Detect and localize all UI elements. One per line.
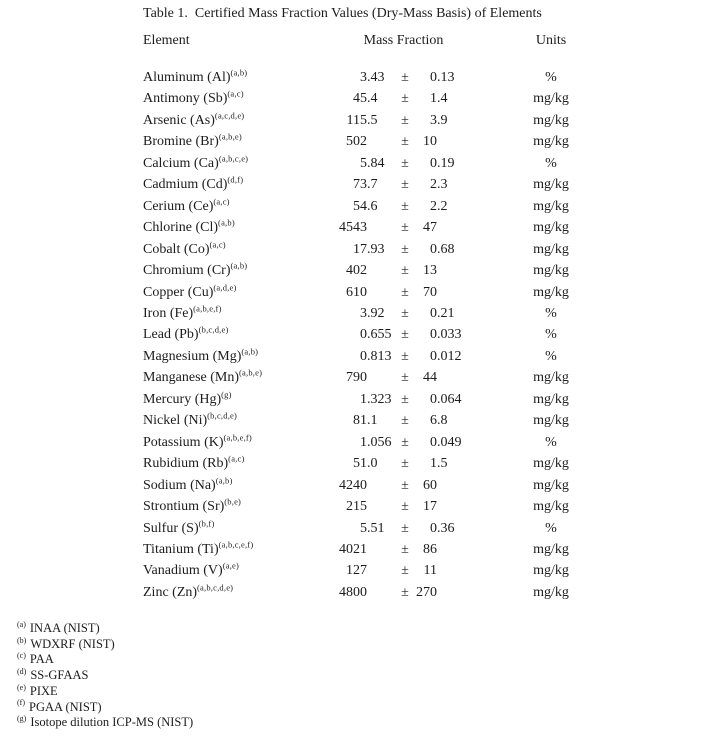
uncertainty-fraction-part xyxy=(437,282,469,303)
uncertainty-fraction-part xyxy=(437,496,469,517)
units-value: % xyxy=(545,305,557,321)
footnote-text: PAA xyxy=(29,652,54,667)
plus-minus-symbol: ± xyxy=(401,391,409,407)
element-name: Calcium (Ca) xyxy=(143,155,219,171)
method-superscript: (b,c,d,e) xyxy=(207,410,238,421)
element-cell xyxy=(143,582,338,603)
method-superscript: (a,c) xyxy=(227,88,244,99)
method-superscript: (b,e) xyxy=(224,496,242,507)
footnote-text: SS-GFAAS xyxy=(30,668,89,683)
units-value: mg/kg xyxy=(533,177,569,193)
table-row xyxy=(143,539,633,560)
table-row xyxy=(143,475,633,496)
element-cell xyxy=(143,346,338,367)
method-superscript: (a,b,e,f) xyxy=(193,303,222,314)
units-value: mg/kg xyxy=(533,391,569,407)
method-superscript: (a,c) xyxy=(213,196,230,207)
value-fraction-part: .5 xyxy=(367,112,378,128)
uncertainty-integer-part: 86 xyxy=(423,541,437,557)
element-name: Iron (Fe) xyxy=(143,305,194,321)
uncertainty-integer-part: 0 xyxy=(430,520,437,536)
uncertainty-fraction-part xyxy=(437,260,469,281)
footnote-marker: (d) xyxy=(17,666,27,676)
plus-minus-symbol: ± xyxy=(401,541,409,557)
footnote-marker: (g) xyxy=(17,714,27,724)
element-name: Mercury (Hg) xyxy=(143,391,222,407)
method-superscript: (a,b,c,e) xyxy=(218,153,249,164)
uncertainty-fraction-part: .012 xyxy=(437,348,462,364)
footnote-text: INAA (NIST) xyxy=(29,621,100,635)
plus-minus-symbol: ± xyxy=(401,177,409,193)
element-name: Copper (Cu) xyxy=(143,284,214,300)
value-fraction-part: .4 xyxy=(367,91,378,107)
table-row xyxy=(143,217,633,238)
table-row xyxy=(143,410,633,431)
method-superscript: (a,b,e,f) xyxy=(223,432,252,443)
value-integer-part: 610 xyxy=(346,284,367,300)
element-cell xyxy=(143,303,338,324)
value-fraction-part xyxy=(367,560,397,581)
element-cell xyxy=(143,389,338,410)
method-superscript: (a,c) xyxy=(228,453,245,464)
method-superscript: (d,f) xyxy=(227,174,244,185)
uncertainty-fraction-part xyxy=(437,217,469,238)
uncertainty-fraction-part xyxy=(437,131,469,152)
element-name: Zinc (Zn) xyxy=(143,584,198,600)
value-integer-part: 127 xyxy=(346,563,367,579)
uncertainty-integer-part: 2 xyxy=(430,198,437,214)
value-integer-part: 4240 xyxy=(339,477,367,493)
uncertainty-fraction-part: .3 xyxy=(437,177,448,193)
element-cell xyxy=(143,153,338,174)
units-value: mg/kg xyxy=(533,541,569,557)
uncertainty-fraction-part xyxy=(437,582,469,603)
footnote-text: WDXRF (NIST) xyxy=(30,636,115,651)
value-integer-part: 73 xyxy=(353,177,367,193)
value-integer-part: 3 xyxy=(360,70,367,85)
table-row xyxy=(143,432,633,453)
plus-minus-symbol: ± xyxy=(401,198,409,214)
method-superscript: (a,b,c,d,e) xyxy=(197,582,234,593)
value-integer-part: 502 xyxy=(346,134,367,150)
uncertainty-fraction-part: .68 xyxy=(437,241,455,257)
element-cell xyxy=(143,367,338,388)
element-cell xyxy=(143,260,338,281)
table-row xyxy=(143,560,633,581)
method-superscript: (b,f) xyxy=(198,517,215,528)
table-row xyxy=(143,496,633,517)
units-value: % xyxy=(545,155,557,171)
table-row xyxy=(143,518,633,539)
units-value: mg/kg xyxy=(533,263,569,279)
footnote xyxy=(17,684,193,700)
value-integer-part: 1 xyxy=(360,391,367,407)
element-cell xyxy=(143,518,338,539)
units-value: mg/kg xyxy=(533,456,569,472)
units-value: mg/kg xyxy=(533,563,569,579)
header-units: Units xyxy=(535,33,567,48)
units-value: mg/kg xyxy=(533,584,569,600)
element-name: Potassium (K) xyxy=(143,434,224,450)
uncertainty-integer-part: 10 xyxy=(423,134,437,150)
value-integer-part: 402 xyxy=(346,263,367,279)
value-fraction-part xyxy=(367,217,397,238)
element-cell xyxy=(143,174,338,195)
element-cell xyxy=(143,324,338,345)
element-cell xyxy=(143,67,338,88)
units-value: mg/kg xyxy=(533,134,569,150)
element-cell xyxy=(143,282,338,303)
value-integer-part: 215 xyxy=(346,499,367,515)
method-superscript: (a,b) xyxy=(230,67,248,78)
element-name: Nickel (Ni) xyxy=(143,413,208,429)
value-fraction-part: .93 xyxy=(367,241,385,257)
units-value: mg/kg xyxy=(533,370,569,386)
plus-minus-symbol: ± xyxy=(401,413,409,429)
plus-minus-symbol: ± xyxy=(401,456,409,472)
table-row xyxy=(143,110,633,131)
table-row xyxy=(143,131,633,152)
value-fraction-part: .655 xyxy=(367,327,392,343)
units-value: mg/kg xyxy=(533,413,569,429)
footnote-marker: (c) xyxy=(17,651,26,661)
value-integer-part: 1 xyxy=(360,434,367,450)
header-mass-fraction: Mass Fraction xyxy=(363,33,444,48)
element-name: Manganese (Mn) xyxy=(143,370,240,386)
value-integer-part: 51 xyxy=(353,456,367,472)
element-name: Sodium (Na) xyxy=(143,477,216,493)
value-fraction-part: .813 xyxy=(367,348,392,364)
uncertainty-integer-part: 47 xyxy=(423,220,437,236)
element-cell xyxy=(143,496,338,517)
table-row xyxy=(143,88,633,109)
plus-minus-symbol: ± xyxy=(401,477,409,493)
uncertainty-integer-part: 0 xyxy=(430,155,437,171)
plus-minus-symbol: ± xyxy=(401,434,409,450)
table-row xyxy=(143,260,633,281)
method-superscript: (g) xyxy=(221,389,232,400)
value-fraction-part xyxy=(367,367,397,388)
table-row xyxy=(143,196,633,217)
uncertainty-fraction-part: .21 xyxy=(437,305,455,321)
uncertainty-fraction-part: .19 xyxy=(437,155,455,171)
uncertainty-fraction-part: .9 xyxy=(437,112,448,128)
table-row xyxy=(143,67,633,88)
element-name: Antimony (Sb) xyxy=(143,91,228,107)
table-row xyxy=(143,282,633,303)
plus-minus-symbol: ± xyxy=(401,155,409,171)
units-value: % xyxy=(545,348,557,364)
value-integer-part: 0 xyxy=(360,327,367,343)
units-value: mg/kg xyxy=(533,198,569,214)
value-integer-part: 3 xyxy=(360,305,367,321)
plus-minus-symbol: ± xyxy=(401,584,409,600)
element-name: Cerium (Ce) xyxy=(143,198,214,214)
uncertainty-integer-part: 70 xyxy=(423,284,437,300)
units-value: mg/kg xyxy=(533,112,569,128)
uncertainty-integer-part: 6 xyxy=(430,413,437,429)
value-fraction-part xyxy=(367,582,397,603)
element-name: Rubidium (Rb) xyxy=(143,456,229,472)
plus-minus-symbol: ± xyxy=(401,520,409,536)
method-superscript: (a,e) xyxy=(222,560,240,571)
element-cell xyxy=(143,217,338,238)
table-row xyxy=(143,453,633,474)
element-name: Lead (Pb) xyxy=(143,327,199,343)
method-superscript: (b,c,d,e) xyxy=(198,324,229,335)
uncertainty-integer-part: 1 xyxy=(430,456,437,472)
table-body xyxy=(143,67,633,603)
uncertainty-fraction-part xyxy=(437,475,469,496)
plus-minus-symbol: ± xyxy=(401,327,409,343)
plus-minus-symbol: ± xyxy=(401,91,409,107)
uncertainty-integer-part: 60 xyxy=(423,477,437,493)
value-integer-part: 115 xyxy=(346,112,367,128)
element-cell xyxy=(143,432,338,453)
uncertainty-fraction-part xyxy=(437,560,469,581)
method-superscript: (a,b,c,e,f) xyxy=(218,539,254,550)
element-name: Chlorine (Cl) xyxy=(143,220,219,236)
uncertainty-integer-part: 44 xyxy=(423,370,437,386)
element-cell xyxy=(143,475,338,496)
footnote xyxy=(17,621,193,637)
method-superscript: (a,c) xyxy=(209,238,226,249)
mass-fraction-table xyxy=(143,33,633,603)
element-name: Chromium (Cr) xyxy=(143,263,231,279)
table-row xyxy=(143,303,633,324)
uncertainty-integer-part: 11 xyxy=(423,563,437,579)
uncertainty-fraction-part: .8 xyxy=(437,413,448,429)
footnotes xyxy=(17,621,193,731)
units-value: % xyxy=(545,70,557,85)
table-row xyxy=(143,153,633,174)
plus-minus-symbol: ± xyxy=(401,112,409,128)
plus-minus-symbol: ± xyxy=(401,241,409,257)
table-header-row xyxy=(143,33,633,48)
value-integer-part: 17 xyxy=(353,241,367,257)
value-integer-part: 4543 xyxy=(339,220,367,236)
plus-minus-symbol: ± xyxy=(401,284,409,300)
uncertainty-integer-part: 13 xyxy=(423,263,437,279)
value-integer-part: 45 xyxy=(353,91,367,107)
plus-minus-symbol: ± xyxy=(401,134,409,150)
method-superscript: (a,b) xyxy=(241,346,259,357)
value-fraction-part: .92 xyxy=(367,305,385,321)
uncertainty-fraction-part: .5 xyxy=(437,456,448,472)
uncertainty-fraction-part: .2 xyxy=(437,198,448,214)
uncertainty-integer-part: 0 xyxy=(430,391,437,407)
element-name: Strontium (Sr) xyxy=(143,499,225,515)
plus-minus-symbol: ± xyxy=(401,70,409,85)
element-name: Cobalt (Co) xyxy=(143,241,210,257)
units-value: % xyxy=(545,327,557,343)
value-fraction-part xyxy=(367,131,397,152)
uncertainty-integer-part: 0 xyxy=(430,241,437,257)
method-superscript: (a,b) xyxy=(230,260,248,271)
uncertainty-fraction-part xyxy=(437,367,469,388)
element-cell xyxy=(143,131,338,152)
uncertainty-integer-part: 3 xyxy=(430,112,437,128)
table-row xyxy=(143,367,633,388)
method-superscript: (a,b,e) xyxy=(218,131,242,142)
footnote xyxy=(17,700,193,716)
element-cell xyxy=(143,110,338,131)
plus-minus-symbol: ± xyxy=(401,263,409,279)
value-fraction-part: .323 xyxy=(367,391,392,407)
header-element: Element xyxy=(143,33,190,48)
plus-minus-symbol: ± xyxy=(401,499,409,515)
uncertainty-integer-part: 270 xyxy=(416,584,437,600)
table-row xyxy=(143,582,633,603)
uncertainty-integer-part: 0 xyxy=(430,434,437,450)
units-value: mg/kg xyxy=(533,499,569,515)
units-value: mg/kg xyxy=(533,477,569,493)
footnote-text: PIXE xyxy=(29,683,58,698)
element-cell xyxy=(143,560,338,581)
value-fraction-part: .84 xyxy=(367,155,385,171)
value-integer-part: 4800 xyxy=(339,584,367,600)
element-name: Vanadium (V) xyxy=(143,563,223,579)
element-cell xyxy=(143,196,338,217)
value-integer-part: 54 xyxy=(353,198,367,214)
value-integer-part: 4021 xyxy=(339,541,367,557)
table-row xyxy=(143,346,633,367)
uncertainty-fraction-part: .36 xyxy=(437,520,455,536)
value-fraction-part: .056 xyxy=(367,434,392,450)
uncertainty-integer-part: 0 xyxy=(430,305,437,321)
value-fraction-part: .43 xyxy=(367,70,385,85)
element-cell xyxy=(143,88,338,109)
uncertainty-integer-part: 17 xyxy=(423,499,437,515)
element-name: Magnesium (Mg) xyxy=(143,348,242,364)
uncertainty-integer-part: 2 xyxy=(430,177,437,193)
value-integer-part: 790 xyxy=(346,370,367,386)
uncertainty-fraction-part: .4 xyxy=(437,91,448,107)
method-superscript: (a,b,e) xyxy=(239,367,263,378)
units-value: mg/kg xyxy=(533,241,569,257)
uncertainty-fraction-part: .049 xyxy=(437,434,462,450)
uncertainty-fraction-part: .033 xyxy=(437,327,462,343)
footnote-marker: (f) xyxy=(17,698,25,708)
units-value: mg/kg xyxy=(533,284,569,300)
footnote-marker: (e) xyxy=(17,682,26,692)
uncertainty-fraction-part xyxy=(437,539,469,560)
footnote xyxy=(17,652,193,668)
footnote-marker: (b) xyxy=(17,635,27,645)
uncertainty-integer-part: 0 xyxy=(430,348,437,364)
element-cell xyxy=(143,410,338,431)
value-fraction-part xyxy=(367,539,397,560)
plus-minus-symbol: ± xyxy=(401,220,409,236)
value-fraction-part xyxy=(367,282,397,303)
table-row xyxy=(143,389,633,410)
uncertainty-integer-part: 0 xyxy=(430,70,437,85)
element-cell xyxy=(143,453,338,474)
table-row xyxy=(143,239,633,260)
value-integer-part: 81 xyxy=(353,413,367,429)
uncertainty-fraction-part: .064 xyxy=(437,391,462,407)
footnote xyxy=(17,715,193,731)
table-row xyxy=(143,324,633,345)
method-superscript: (a,b) xyxy=(218,217,235,228)
value-fraction-part: .51 xyxy=(367,520,385,536)
plus-minus-symbol: ± xyxy=(401,305,409,321)
uncertainty-integer-part: 1 xyxy=(430,91,437,107)
element-cell xyxy=(143,539,338,560)
units-value: % xyxy=(545,434,557,450)
value-fraction-part: .1 xyxy=(367,413,378,429)
method-superscript: (a,d,e) xyxy=(213,281,237,292)
units-value: mg/kg xyxy=(533,220,569,236)
units-value: mg/kg xyxy=(533,91,569,107)
plus-minus-symbol: ± xyxy=(401,370,409,386)
value-fraction-part: .7 xyxy=(367,177,378,193)
element-name: Aluminum (Al) xyxy=(143,70,231,85)
table-title: Table 1. Certified Mass Fraction Values (Dry-Mass Basis) of Elements xyxy=(143,6,542,21)
value-integer-part: 0 xyxy=(360,348,367,364)
element-name: Cadmium (Cd) xyxy=(143,177,228,193)
value-fraction-part xyxy=(367,496,397,517)
value-integer-part: 5 xyxy=(360,155,367,171)
element-name: Sulfur (S) xyxy=(143,520,199,536)
units-value: % xyxy=(545,520,557,536)
plus-minus-symbol: ± xyxy=(401,563,409,579)
uncertainty-fraction-part: .13 xyxy=(437,70,455,85)
method-superscript: (a,c,d,e) xyxy=(214,110,245,121)
value-fraction-part xyxy=(367,260,397,281)
element-cell xyxy=(143,239,338,260)
element-name: Titanium (Ti) xyxy=(143,541,219,557)
value-fraction-part: .0 xyxy=(367,456,378,472)
footnote-marker: (a) xyxy=(17,619,26,629)
method-superscript: (a,b) xyxy=(215,474,233,485)
plus-minus-symbol: ± xyxy=(401,348,409,364)
value-fraction-part xyxy=(367,475,397,496)
footnote xyxy=(17,668,193,684)
footnote xyxy=(17,637,193,653)
footnote-text: PGAA (NIST) xyxy=(29,699,102,714)
uncertainty-integer-part: 0 xyxy=(430,327,437,343)
value-fraction-part: .6 xyxy=(367,198,378,214)
element-name: Arsenic (As) xyxy=(143,112,215,128)
element-name: Bromine (Br) xyxy=(143,134,219,150)
footnote-text: Isotope dilution ICP-MS (NIST) xyxy=(30,715,194,730)
table-row xyxy=(143,174,633,195)
value-integer-part: 5 xyxy=(360,520,367,536)
